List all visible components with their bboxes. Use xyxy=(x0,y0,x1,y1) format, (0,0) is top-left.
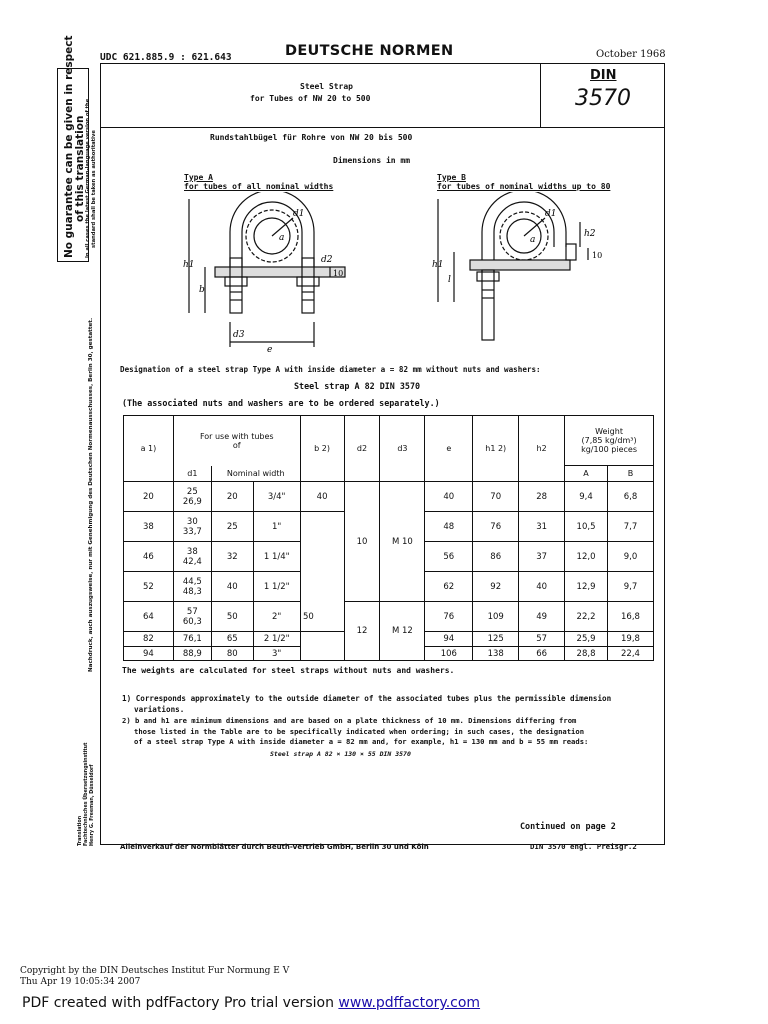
german-title: Rundstahlbügel für Rohre von NW 20 bis 500 xyxy=(210,133,413,142)
cell-e: 76 xyxy=(425,602,473,632)
type-a-drawing xyxy=(175,192,375,360)
cell-h2: 28 xyxy=(519,482,565,512)
footnote-1-cont: variations. xyxy=(134,705,185,714)
din-label: DIN xyxy=(590,68,617,83)
cell-d1-upper: 38 xyxy=(186,546,198,557)
footnote-1: 1) Corresponds approximately to the outside diameter of the associated tubes plus the permissible dimension xyxy=(122,694,612,703)
col-d2-header: d2 xyxy=(344,416,380,482)
cell-weight-a: 25,9 xyxy=(565,632,608,647)
label-d3: d3 xyxy=(233,330,245,340)
label-e: e xyxy=(267,345,273,355)
label-b-d1: d1 xyxy=(545,209,557,219)
udc-code: UDC 621.885.9 : 621.643 xyxy=(100,52,232,63)
cell-nominal: 32 xyxy=(211,542,253,572)
label-b-a: a xyxy=(530,235,536,245)
guarantee-text: No guarantee can be given in respect xyxy=(63,35,75,258)
cell-weight-a: 12,9 xyxy=(565,572,608,602)
cell-d2-group1: 10 xyxy=(344,482,380,602)
cell-a: 82 xyxy=(124,632,174,647)
standard-title-line1: Steel Strap xyxy=(300,82,353,91)
dimensions-note: Dimensions in mm xyxy=(333,156,411,165)
cell-h1: 125 xyxy=(473,632,519,647)
timestamp-line: Thu Apr 19 10:05:34 2007 xyxy=(20,977,141,987)
cell-d1-lower: 26,9 xyxy=(182,496,202,507)
cell-weight-a: 28,8 xyxy=(565,647,608,661)
cell-weight-a: 12,0 xyxy=(565,542,608,572)
cell-d1-lower: 48,3 xyxy=(182,586,202,597)
cell-d1-upper: 57 xyxy=(186,606,198,617)
label-d1: d1 xyxy=(293,209,305,219)
weights-note: The weights are calculated for steel straps without nuts and washers. xyxy=(122,666,455,675)
col-nominal-width-header: Nominal width xyxy=(211,466,300,482)
cell-e: 40 xyxy=(425,482,473,512)
label-h1: h1 xyxy=(183,260,195,270)
cell-a: 20 xyxy=(124,482,174,512)
cell-d1: 76,1 xyxy=(173,632,211,647)
cell-d1 xyxy=(173,572,211,602)
cell-d1 xyxy=(173,542,211,572)
designation-line: Designation of a steel strap Type A with inside diameter a = 82 mm without nuts and washers: xyxy=(120,365,541,374)
col-a-header: a 1) xyxy=(124,416,174,482)
cell-weight-a: 9,4 xyxy=(565,482,608,512)
cell-weight-b: 9,7 xyxy=(607,572,653,602)
pdffactory-link[interactable]: www.pdffactory.com xyxy=(338,995,481,1011)
cell-nominal-inch: 1 1/4" xyxy=(253,542,300,572)
cell-nominal: 20 xyxy=(211,482,253,512)
cell-e: 106 xyxy=(425,647,473,661)
type-a-heading: Type A xyxy=(184,173,213,182)
german-version-note-2: standard shall be taken as authoritative xyxy=(91,130,97,248)
cell-h1: 76 xyxy=(473,512,519,542)
din-number: 3570 xyxy=(575,86,631,111)
footnote-2-cont1: those listed in the Table are to be specifically indicated when ordering; in such cases, the designation xyxy=(134,727,585,736)
label-a: a xyxy=(279,233,285,243)
type-a-subheading: for tubes of all nominal widths xyxy=(184,182,334,191)
label-b-l: l xyxy=(448,275,451,285)
cell-b-group1: 40 xyxy=(300,482,344,512)
continued-note: Continued on page 2 xyxy=(520,821,616,831)
weight-label: Weight xyxy=(595,427,623,436)
cell-d3-group1: M 10 xyxy=(380,482,425,602)
type-b-subheading: for tubes of nominal widths up to 80 xyxy=(437,182,611,191)
cell-weight-b: 19,8 xyxy=(607,632,653,647)
cell-a: 38 xyxy=(124,512,174,542)
col-weight-header xyxy=(565,416,654,466)
type-b-drawing xyxy=(430,192,620,360)
cell-a: 52 xyxy=(124,572,174,602)
cell-a: 94 xyxy=(124,647,174,661)
label-b-h1: h1 xyxy=(432,260,444,270)
cell-d1 xyxy=(173,512,211,542)
cell-h1: 109 xyxy=(473,602,519,632)
cell-weight-b: 16,8 xyxy=(607,602,653,632)
weight-density: (7,85 kg/dm³) xyxy=(581,436,637,445)
cell-d1-upper: 25 xyxy=(186,486,198,497)
col-weight-a-header: A xyxy=(565,466,608,482)
cell-h2: 49 xyxy=(519,602,565,632)
cell-d3-group2: M 12 xyxy=(380,602,425,661)
footnote-2-cont2: of a steel strap Type A with inside diameter a = 82 mm and, for example, h1 = 130 mm and b = 55 mm reads: xyxy=(134,737,589,746)
cell-d1 xyxy=(173,602,211,632)
translator-name: Henry G. Freeman, Düsseldorf xyxy=(90,764,95,846)
weight-unit: kg/100 pieces xyxy=(581,445,637,454)
cell-h1: 70 xyxy=(473,482,519,512)
document-date: October 1968 xyxy=(596,49,666,60)
cell-weight-b: 22,4 xyxy=(607,647,653,661)
translator-label: Translation xyxy=(78,815,83,846)
cell-nominal: 50 xyxy=(211,602,253,632)
cell-nominal-inch: 1 1/2" xyxy=(253,572,300,602)
table-row xyxy=(124,482,654,512)
col-use-with-header xyxy=(173,416,300,466)
reprint-notice: Nachdruck, auch auszugsweise, nur mit Genehmigung des Deutschen Normenausschusses, Berlin 30, gestattet. xyxy=(88,317,94,672)
col-h1-header: h1 2) xyxy=(473,416,519,482)
col-h2-header: h2 xyxy=(519,416,565,482)
cell-h2: 31 xyxy=(519,512,565,542)
cell-d1-lower: 60,3 xyxy=(182,616,202,627)
cell-nominal-inch: 3/4" xyxy=(253,482,300,512)
cell-weight-b: 6,8 xyxy=(607,482,653,512)
pdf-creator-text: PDF created with pdfFactory Pro trial version xyxy=(22,995,334,1011)
cell-e: 62 xyxy=(425,572,473,602)
col-weight-b-header: B xyxy=(607,466,653,482)
cell-d1-upper: 44,5 xyxy=(182,576,202,587)
cell-e: 56 xyxy=(425,542,473,572)
cell-nominal-inch: 2 1/2" xyxy=(253,632,300,647)
sales-note: Alleinverkauf der Normblätter durch Beuth-Vertrieb GmbH, Berlin 30 und Köln xyxy=(120,843,429,851)
title-column-divider xyxy=(540,63,541,127)
footnote-2: 2) b and h1 are minimum dimensions and are based on a plate thickness of 10 mm. Dimensions differing from xyxy=(122,716,577,725)
cell-nominal: 80 xyxy=(211,647,253,661)
use-with-label: For use with tubes xyxy=(199,431,274,441)
cell-nominal-inch: 3" xyxy=(253,647,300,661)
cell-d1 xyxy=(173,482,211,512)
cell-h1: 86 xyxy=(473,542,519,572)
cell-weight-b: 7,7 xyxy=(607,512,653,542)
label-b-ten: 10 xyxy=(592,251,603,260)
cell-d1-lower: 42,4 xyxy=(182,556,202,567)
label-b: b xyxy=(199,285,205,295)
cell-b-empty-2 xyxy=(300,632,344,661)
cell-weight-a: 10,5 xyxy=(565,512,608,542)
col-e-header: e xyxy=(425,416,473,482)
footnote-2-example: Steel strap A 82 × 130 × 55 DIN 3570 xyxy=(270,750,411,758)
cell-nominal-inch: 1" xyxy=(253,512,300,542)
cell-nominal: 25 xyxy=(211,512,253,542)
cell-weight-b: 9,0 xyxy=(607,542,653,572)
cell-d2-group2: 12 xyxy=(344,602,380,661)
cell-d1-lower: 33,7 xyxy=(182,526,202,537)
cell-a: 64 xyxy=(124,602,174,632)
cell-b-group2: 50 xyxy=(303,612,314,622)
cell-h1: 138 xyxy=(473,647,519,661)
cell-d1-upper: 30 xyxy=(186,516,198,527)
cell-e: 48 xyxy=(425,512,473,542)
label-ten: 10 xyxy=(333,269,344,278)
translator-institute: Fachtechnisches Übersetzungsinstitut xyxy=(84,742,89,846)
copyright-line: Copyright by the DIN Deutsches Institut Fur Normung E V xyxy=(20,966,290,976)
dimensions-table xyxy=(123,415,654,661)
col-b-header: b 2) xyxy=(300,416,344,482)
footer-code: DIN 3570 engl. Preisgr.2 xyxy=(530,842,637,851)
cell-h2: 40 xyxy=(519,572,565,602)
guarantee-text-2: of this translation xyxy=(74,115,86,222)
cell-nominal: 40 xyxy=(211,572,253,602)
german-version-note: In all cases the latest German-language version of the xyxy=(85,98,91,258)
label-b-h2: h2 xyxy=(584,229,596,239)
cell-nominal-inch: 2" xyxy=(253,602,300,632)
document-header-title: DEUTSCHE NORMEN xyxy=(285,43,454,59)
pdf-creator-note xyxy=(22,995,480,1011)
cell-h2: 37 xyxy=(519,542,565,572)
cell-h2: 66 xyxy=(519,647,565,661)
cell-h2: 57 xyxy=(519,632,565,647)
cell-h1: 92 xyxy=(473,572,519,602)
col-d3-header: d3 xyxy=(380,416,425,482)
col-d1-header: d1 xyxy=(173,466,211,482)
table-header-row xyxy=(124,416,654,466)
type-b-heading: Type B xyxy=(437,173,466,182)
label-d2: d2 xyxy=(321,255,333,265)
associated-parts-note: (The associated nuts and washers are to be ordered separately.) xyxy=(122,398,440,408)
cell-d1: 88,9 xyxy=(173,647,211,661)
designation-example: Steel strap A 82 DIN 3570 xyxy=(294,381,421,391)
of-label: of xyxy=(232,440,241,450)
cell-e: 94 xyxy=(425,632,473,647)
cell-a: 46 xyxy=(124,542,174,572)
standard-title-line2: for Tubes of NW 20 to 500 xyxy=(250,94,371,103)
title-divider xyxy=(100,127,665,128)
cell-weight-a: 22,2 xyxy=(565,602,608,632)
table-row xyxy=(124,602,654,632)
cell-nominal: 65 xyxy=(211,632,253,647)
